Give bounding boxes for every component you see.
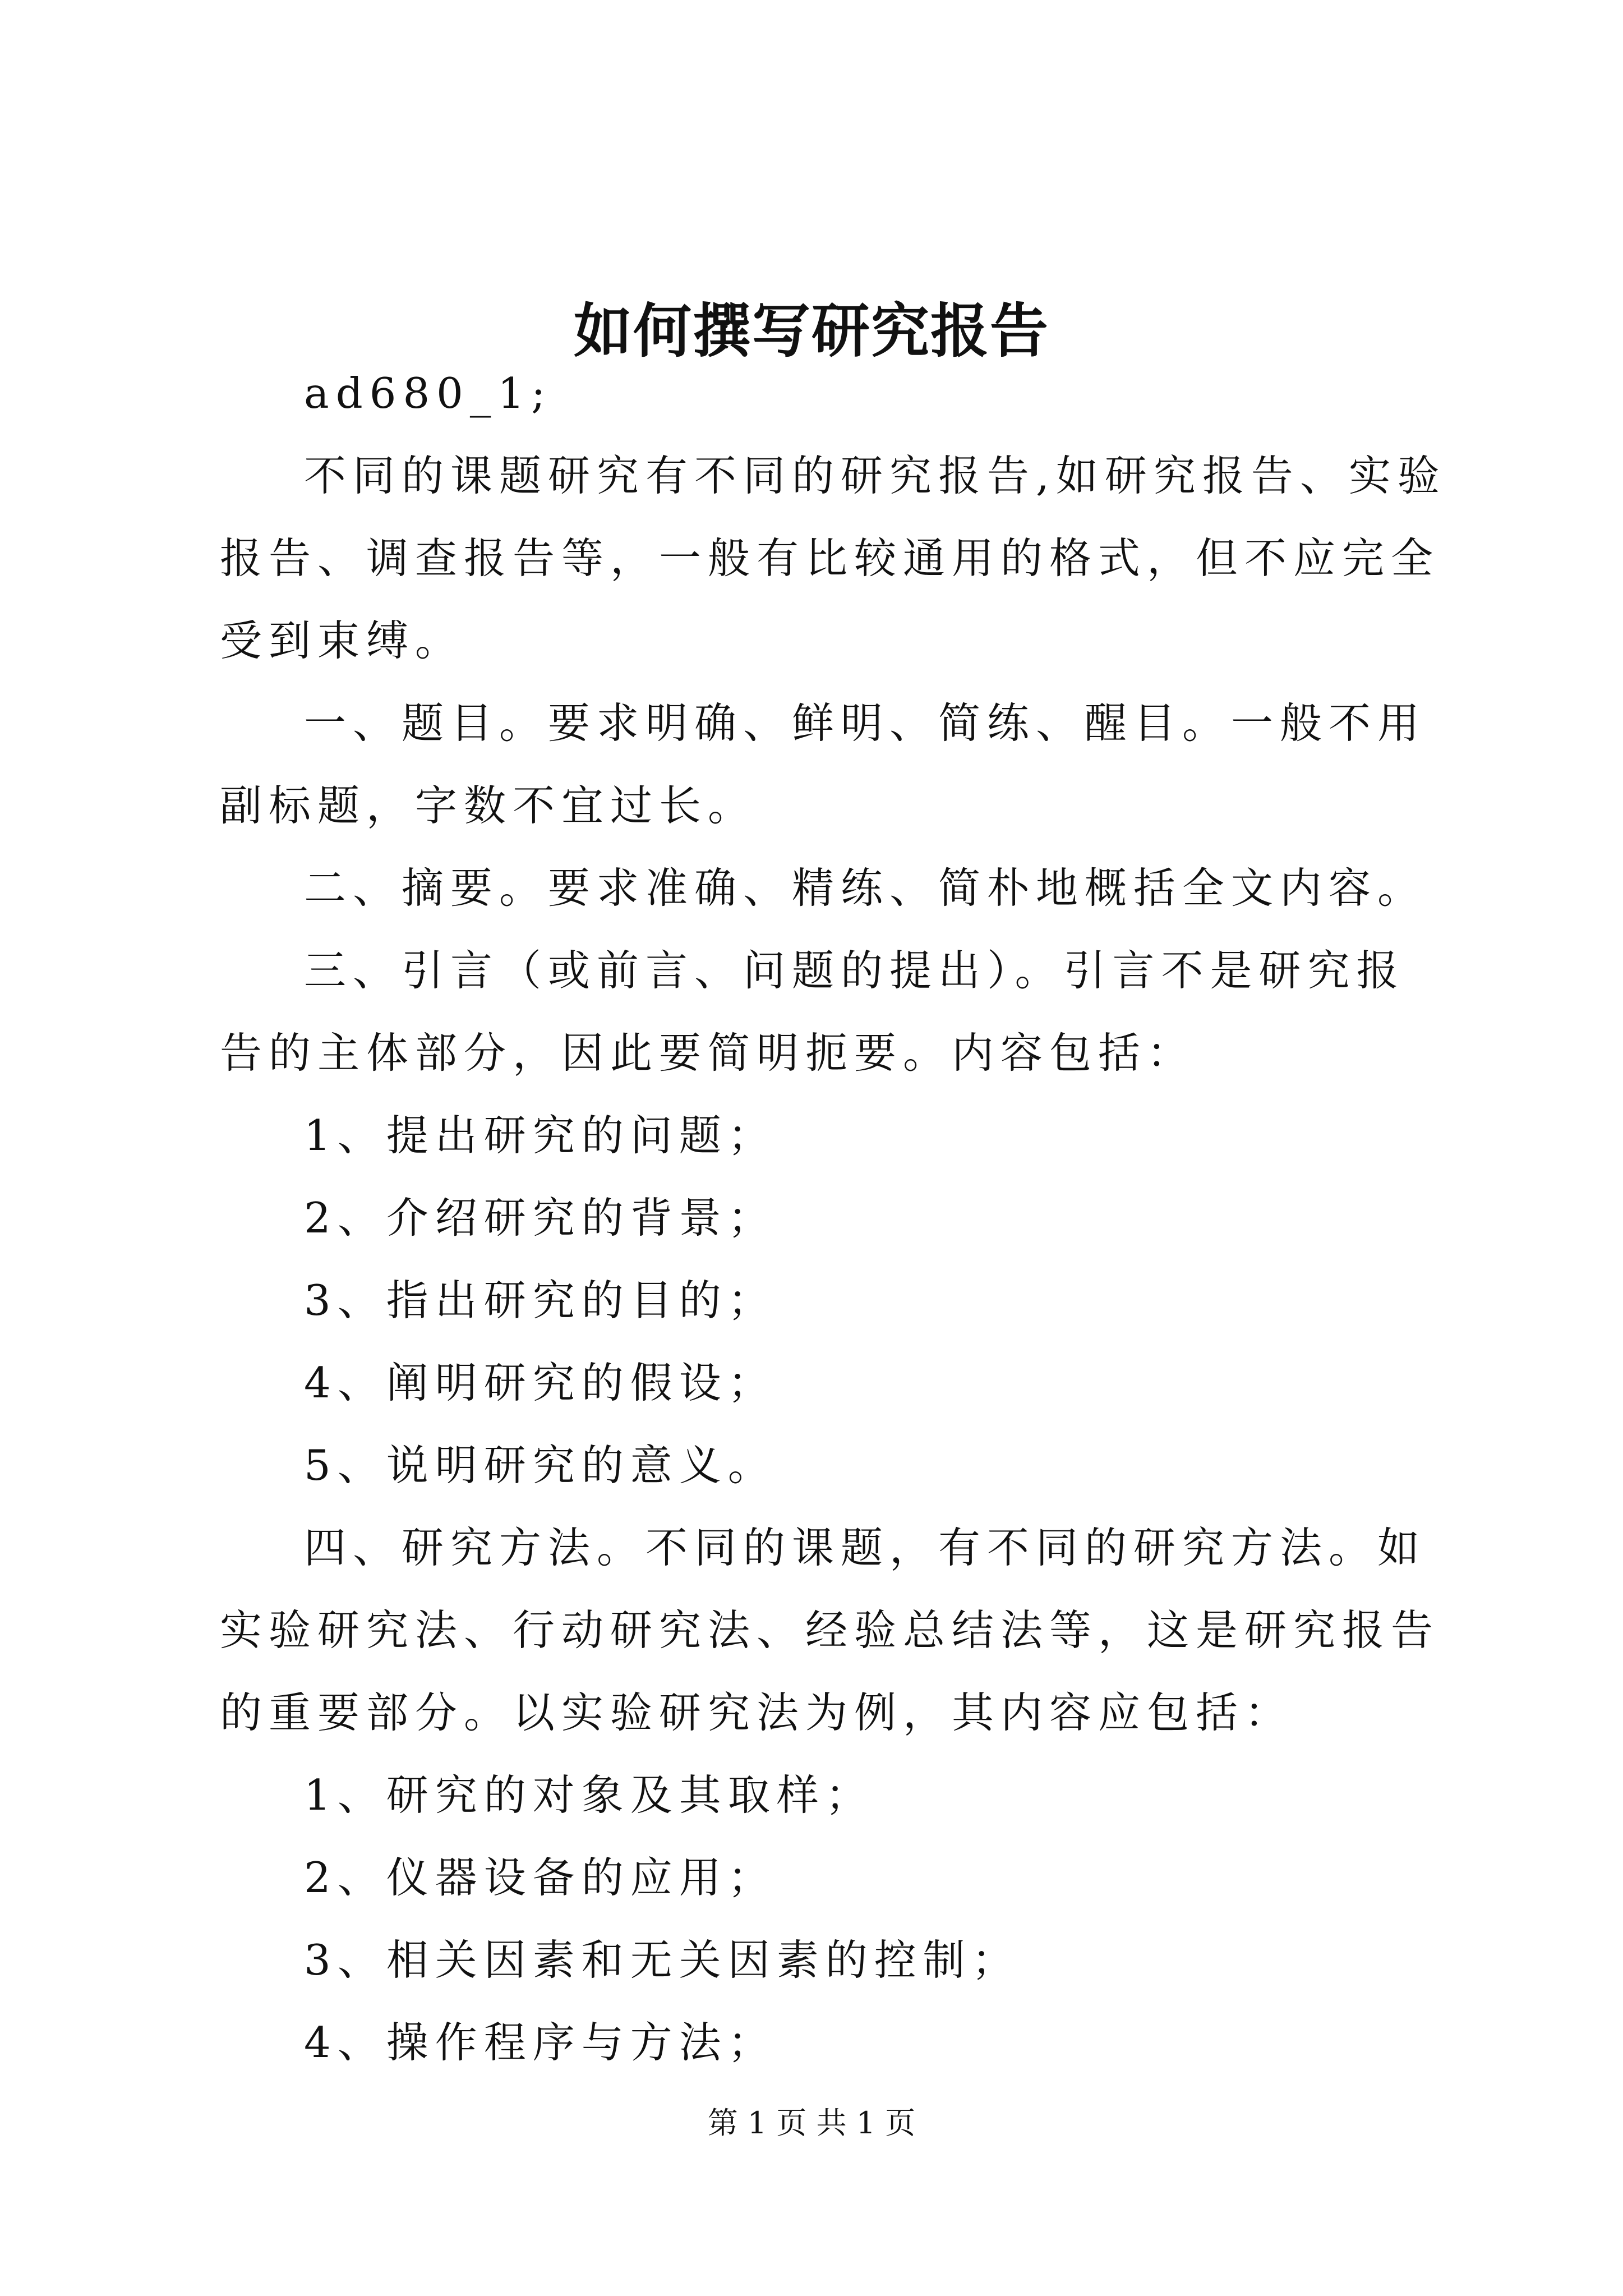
list-item: 1、研究的对象及其取样； (304, 1770, 874, 1820)
paragraph-code: ad680_1; (304, 369, 552, 418)
list-item: 2、仪器设备的应用； (304, 1853, 777, 1902)
document-title: 如何撰写研究报告 (573, 296, 1049, 365)
page-footer: 第 1 页 共 1 页 (707, 2105, 916, 2141)
list-item: 1、提出研究的问题； (304, 1111, 777, 1160)
paragraph-section-4: 四、研究方法。不同的课题，有不同的研究方法。如实验研究法、行动研究法、经验总结法等，这是研究报告的重要部分。以实验研究法为例，其内容应包括： (220, 1523, 1440, 1737)
list-item: 3、相关因素和无关因素的控制； (304, 1935, 1021, 1985)
paragraph-section-1: 一、题目。要求明确、鲜明、简练、醒目。一般不用副标题，字数不宜过长。 (220, 698, 1427, 830)
list-item: 5、说明研究的意义。 (304, 1441, 777, 1490)
paragraph-section-3: 三、引言（或前言、问题的提出）。引言不是研究报告的主体部分，因此要简明扼要。内容包括： (220, 946, 1405, 1078)
paragraph-section-2: 二、摘要。要求准确、精练、简朴地概括全文内容。 (304, 863, 1427, 913)
list-item: 4、操作程序与方法； (304, 2018, 777, 2067)
document-body (220, 352, 1454, 2084)
list-item: 2、介绍研究的背景； (304, 1193, 777, 1243)
list-item: 3、指出研究的目的； (304, 1276, 777, 1325)
list-item: 4、阐明研究的假设； (304, 1358, 777, 1407)
paragraph-intro: 不同的课题研究有不同的研究报告,如研究报告、实验报告、调查报告等，一般有比较通用的格式，但不应完全受到束缚。 (220, 451, 1446, 665)
